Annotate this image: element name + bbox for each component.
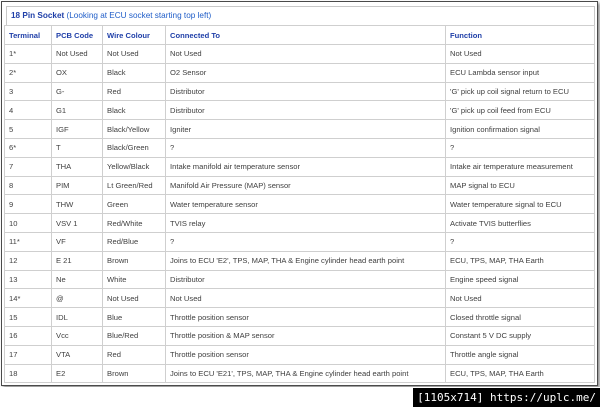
table-title-heading: 18 Pin Socket [11,11,65,20]
table-row [5,120,595,139]
cell-wire-colour: Brown [103,364,166,383]
header-terminal: Terminal [5,26,52,45]
cell-wire-colour: Lt Green/Red [103,176,166,195]
cell-wire-colour: Green [103,195,166,214]
cell-function: Not Used [446,289,595,308]
cell-terminal: 15 [5,308,52,327]
cell-function: ? [446,232,595,251]
cell-terminal: 8 [5,176,52,195]
table-row [5,345,595,364]
cell-wire-colour: Yellow/Black [103,157,166,176]
cell-pcb-code: T [52,138,103,157]
cell-connected-to: Distributor [166,101,446,120]
cell-pcb-code: Not Used [52,45,103,64]
table-row [5,326,595,345]
table-row [5,101,595,120]
cell-connected-to: Water temperature sensor [166,195,446,214]
table-row [5,138,595,157]
cell-wire-colour: White [103,270,166,289]
cell-terminal: 3 [5,82,52,101]
cell-terminal: 10 [5,214,52,233]
cell-function: Intake air temperature measurement [446,157,595,176]
cell-pcb-code: VTA [52,345,103,364]
cell-pcb-code: Ne [52,270,103,289]
cell-terminal: 7 [5,157,52,176]
header-connected-to: Connected To [166,26,446,45]
cell-terminal: 2* [5,63,52,82]
cell-wire-colour: Not Used [103,45,166,64]
cell-function: Activate TVIS butterflies [446,214,595,233]
cell-function: Closed throttle signal [446,308,595,327]
cell-pcb-code: G1 [52,101,103,120]
cell-connected-to: Distributor [166,82,446,101]
table-row [5,364,595,383]
cell-terminal: 13 [5,270,52,289]
cell-terminal: 12 [5,251,52,270]
cell-function: ? [446,138,595,157]
cell-wire-colour: Black/Green [103,138,166,157]
cell-function: Ignition confirmation signal [446,120,595,139]
cell-terminal: 6* [5,138,52,157]
header-wire-colour: Wire Colour [103,26,166,45]
cell-wire-colour: Blue/Red [103,326,166,345]
cell-pcb-code: E 21 [52,251,103,270]
cell-pcb-code: IGF [52,120,103,139]
cell-terminal: 1* [5,45,52,64]
cell-pcb-code: @ [52,289,103,308]
table-row [5,82,595,101]
table-body [5,45,595,383]
cell-connected-to: Not Used [166,289,446,308]
cell-function: Not Used [446,45,595,64]
cell-terminal: 17 [5,345,52,364]
cell-pcb-code: IDL [52,308,103,327]
cell-wire-colour: Blue [103,308,166,327]
cell-connected-to: Not Used [166,45,446,64]
cell-function: ECU, TPS, MAP, THA Earth [446,251,595,270]
table-row [5,251,595,270]
cell-connected-to: Intake manifold air temperature sensor [166,157,446,176]
cell-wire-colour: Red [103,345,166,364]
table-row [5,232,595,251]
cell-pcb-code: OX [52,63,103,82]
cell-wire-colour: Black [103,101,166,120]
header-pcb-code: PCB Code [52,26,103,45]
cell-function: Water temperature signal to ECU [446,195,595,214]
table-header-row [5,26,595,45]
cell-pcb-code: VSV 1 [52,214,103,233]
cell-connected-to: Manifold Air Pressure (MAP) sensor [166,176,446,195]
cell-wire-colour: Black [103,63,166,82]
cell-wire-colour: Red/Blue [103,232,166,251]
table-row [5,289,595,308]
cell-wire-colour: Brown [103,251,166,270]
table-row [5,195,595,214]
cell-pcb-code: PIM [52,176,103,195]
cell-function: MAP signal to ECU [446,176,595,195]
cell-function: Constant 5 V DC supply [446,326,595,345]
cell-wire-colour: Not Used [103,289,166,308]
table-row [5,308,595,327]
cell-connected-to: Joins to ECU 'E2', TPS, MAP, THA & Engine cylinder head earth point [166,251,446,270]
cell-wire-colour: Red [103,82,166,101]
cell-terminal: 16 [5,326,52,345]
cell-connected-to: ? [166,138,446,157]
pin-table [4,25,595,383]
table-row [5,45,595,64]
cell-function: ECU, TPS, MAP, THA Earth [446,364,595,383]
cell-connected-to: Igniter [166,120,446,139]
cell-pcb-code: THA [52,157,103,176]
cell-wire-colour: Black/Yellow [103,120,166,139]
watermark: [1105x714] https://uplc.me/ [413,388,600,407]
cell-connected-to: Throttle position sensor [166,308,446,327]
cell-pcb-code: G- [52,82,103,101]
cell-connected-to: Distributor [166,270,446,289]
cell-function: 'G' pick up coil feed from ECU [446,101,595,120]
cell-function: Engine speed signal [446,270,595,289]
cell-terminal: 4 [5,101,52,120]
table-title-note: (Looking at ECU socket starting top left) [64,11,212,20]
cell-pcb-code: Vcc [52,326,103,345]
cell-pcb-code: THW [52,195,103,214]
cell-connected-to: Joins to ECU 'E21', TPS, MAP, THA & Engine cylinder head earth point [166,364,446,383]
cell-connected-to: Throttle position & MAP sensor [166,326,446,345]
cell-pcb-code: E2 [52,364,103,383]
cell-function: Throttle angle signal [446,345,595,364]
header-function: Function [446,26,595,45]
cell-terminal: 18 [5,364,52,383]
cell-terminal: 14* [5,289,52,308]
table-row [5,214,595,233]
cell-wire-colour: Red/White [103,214,166,233]
table-row [5,176,595,195]
table-row [5,157,595,176]
table-row [5,270,595,289]
cell-pcb-code: VF [52,232,103,251]
table-row [5,63,595,82]
cell-connected-to: ? [166,232,446,251]
cell-connected-to: Throttle position sensor [166,345,446,364]
cell-terminal: 11* [5,232,52,251]
cell-function: 'G' pick up coil signal return to ECU [446,82,595,101]
cell-connected-to: O2 Sensor [166,63,446,82]
table-title [6,6,595,26]
cell-function: ECU Lambda sensor input [446,63,595,82]
cell-terminal: 9 [5,195,52,214]
cell-connected-to: TVIS relay [166,214,446,233]
cell-terminal: 5 [5,120,52,139]
